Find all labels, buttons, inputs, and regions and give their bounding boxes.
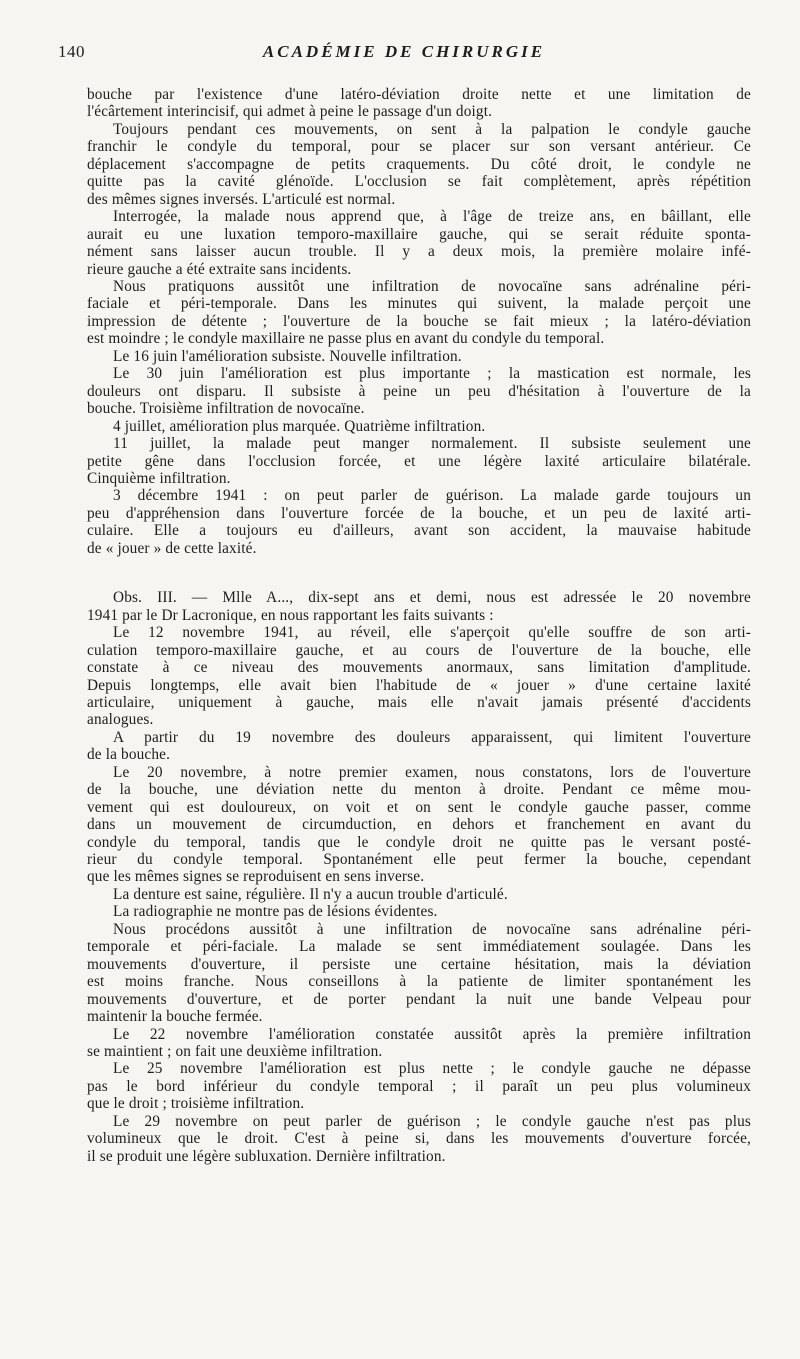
- text-line: Interrogée, la malade nous apprend que, à l'âge de treize ans, en bâillant, elle: [113, 208, 751, 226]
- text-line: pas le bord inférieur du condyle temporal ; il paraît un peu plus volumineux: [87, 1077, 751, 1095]
- text-line: Le 25 novembre l'amélioration est plus nette ; le condyle gauche ne dépasse: [113, 1060, 751, 1078]
- text-line: impression de détente ; l'ouverture de la bouche se fait mieux ; la latéro-déviation: [87, 312, 751, 330]
- text-line: La radiographie ne montre pas de lésions évidentes.: [113, 903, 438, 921]
- text-line: mouvements d'ouverture, il persiste une certaine hésitation, mais la déviation: [87, 955, 751, 973]
- text-line: Le 16 juin l'amélioration subsiste. Nouvelle infiltration.: [113, 347, 462, 365]
- running-head: ACADÉMIE DE CHIRURGIE: [262, 42, 546, 61]
- text-line: La denture est saine, régulière. Il n'y a aucun trouble d'articulé.: [113, 885, 508, 903]
- text-line: l'écârtement interincisif, qui admet à peine le passage d'un doigt.: [87, 103, 493, 121]
- text-line: A partir du 19 novembre des douleurs apparaissent, qui limitent l'ouverture: [113, 728, 751, 746]
- text-line: que le droit ; troisième infiltration.: [87, 1095, 305, 1113]
- text-line: temporale et péri-faciale. La malade se sent immédiatement soulagée. Dans les: [87, 938, 751, 956]
- text-line: de « jouer » de cette laxité.: [87, 539, 257, 557]
- text-line: Cinquième infiltration.: [87, 469, 231, 487]
- text-line: petite gêne dans l'occlusion forcée, et une légère laxité articulaire bilatérale.: [87, 452, 751, 470]
- text-line: est moins franche. Nous conseillons à la patiente de limiter spontanément les: [87, 973, 751, 991]
- text-line: volumineux que le droit. C'est à peine si, dans les mouvements d'ouverture forcée,: [87, 1130, 751, 1148]
- text-line: Nous procédons aussitôt à une infiltration de novocaïne sans adrénaline péri-: [113, 920, 751, 938]
- text-line: que les mêmes signes se reproduisent en sens inverse.: [87, 868, 425, 886]
- section-break: [87, 557, 751, 589]
- text-line: 3 décembre 1941 : on peut parler de guérison. La malade garde toujours un: [113, 487, 751, 505]
- text-line: quitte pas la cavité glénoïde. L'occlusion se fait complètement, après répétition: [87, 173, 751, 191]
- text-line: il se produit une légère subluxation. Dernière infiltration.: [87, 1147, 446, 1165]
- text-line: bouche par l'existence d'une latéro-déviation droite nette et une limitation de: [87, 86, 751, 103]
- text-line: Depuis longtemps, elle avait bien l'habitude de « jouer » d'une certaine laxité: [87, 676, 751, 694]
- text-line: dans un mouvement de circumduction, en dehors et franchement en avant du: [87, 816, 751, 834]
- text-line: analogues.: [87, 711, 154, 729]
- text-line: Le 12 novembre 1941, au réveil, elle s'aperçoit qu'elle souffre de son arti-: [113, 624, 751, 642]
- text-line: culation temporo-maxillaire gauche, et au cours de l'ouverture de la bouche, elle: [87, 641, 751, 659]
- text-line: 1941 par le Dr Lacronique, en nous rapportant les faits suivants :: [87, 606, 494, 624]
- text-line: Le 30 juin l'amélioration est plus importante ; la mastication est normale, les: [113, 365, 751, 383]
- text-line: faciale et péri-temporale. Dans les minutes qui suivent, la malade perçoit une: [87, 295, 751, 313]
- text-line: franchir le condyle du temporal, pour se placer sur son versant antérieur. Ce: [87, 138, 751, 156]
- text-line: des mêmes signes inversés. L'articulé est normal.: [87, 190, 396, 208]
- text-line: aurait eu une luxation temporo-maxillaire gauche, qui se serait réduite sponta-: [87, 225, 751, 243]
- text-line: condyle du temporal, tandis que le condyle droit ne quitte pas le versant posté-: [87, 833, 751, 851]
- text-line: se maintient ; on fait une deuxième infiltration.: [87, 1043, 383, 1061]
- text-line: rieur du condyle temporal. Spontanément elle peut fermer la bouche, cependant: [87, 851, 751, 869]
- text-line: peu d'appréhension dans l'ouverture forcée de la bouche, et un peu de laxité arti-: [87, 504, 751, 522]
- text-line: Le 20 novembre, à notre premier examen, nous constatons, lors de l'ouverture: [113, 763, 751, 781]
- body-text: [87, 86, 751, 1165]
- page-header: [58, 42, 750, 66]
- text-line: 4 juillet, amélioration plus marquée. Quatrième infiltration.: [113, 417, 486, 435]
- page-number: 140: [58, 42, 85, 61]
- text-line: déplacement s'accompagne de petits craquements. Du côté droit, le condyle ne: [87, 155, 751, 173]
- text-line: mouvements d'ouverture, et de porter pendant la nuit une bande Velpeau pour: [87, 990, 751, 1008]
- text-line: nément sans laisser aucun trouble. Il y a deux mois, la première molaire infé-: [87, 243, 751, 261]
- text-line: de la bouche.: [87, 746, 171, 764]
- text-line: douleurs ont disparu. Il subsiste à peine un peu d'hésitation à l'ouverture de la: [87, 382, 751, 400]
- text-line: 11 juillet, la malade peut manger normalement. Il subsiste seulement une: [113, 435, 751, 453]
- text-line: maintenir la bouche fermée.: [87, 1008, 263, 1026]
- text-line: constate à ce niveau des mouvements anormaux, sans limitation d'amplitude.: [87, 659, 751, 677]
- text-line: Le 29 novembre on peut parler de guérison ; le condyle gauche n'est pas plus: [113, 1112, 751, 1130]
- text-line: vement qui est douloureux, on voit et on sent le condyle gauche passer, comme: [87, 798, 751, 816]
- text-line: bouche. Troisième infiltration de novocaïne.: [87, 400, 365, 418]
- text-line: Nous pratiquons aussitôt une infiltration de novocaïne sans adrénaline péri-: [113, 277, 751, 295]
- text-line: Obs. III. — Mlle A..., dix-sept ans et demi, nous est adressée le 20 novembre: [113, 589, 751, 607]
- text-line: rieure gauche a été extraite sans incidents.: [87, 260, 352, 278]
- text-line: articulaire, uniquement à gauche, mais elle n'avait jamais présenté d'accidents: [87, 693, 751, 711]
- text-line: de la bouche, une déviation nette du menton à droite. Pendant ce même mou-: [87, 781, 751, 799]
- text-line: Le 22 novembre l'amélioration constatée aussitôt après la première infiltration: [113, 1025, 751, 1043]
- text-line: culaire. Elle a toujours eu d'ailleurs, avant son accident, la mauvaise habitude: [87, 522, 751, 540]
- text-line: Toujours pendant ces mouvements, on sent à la palpation le condyle gauche: [113, 120, 751, 138]
- text-line: est moindre ; le condyle maxillaire ne passe plus en avant du condyle du temporal.: [87, 330, 605, 348]
